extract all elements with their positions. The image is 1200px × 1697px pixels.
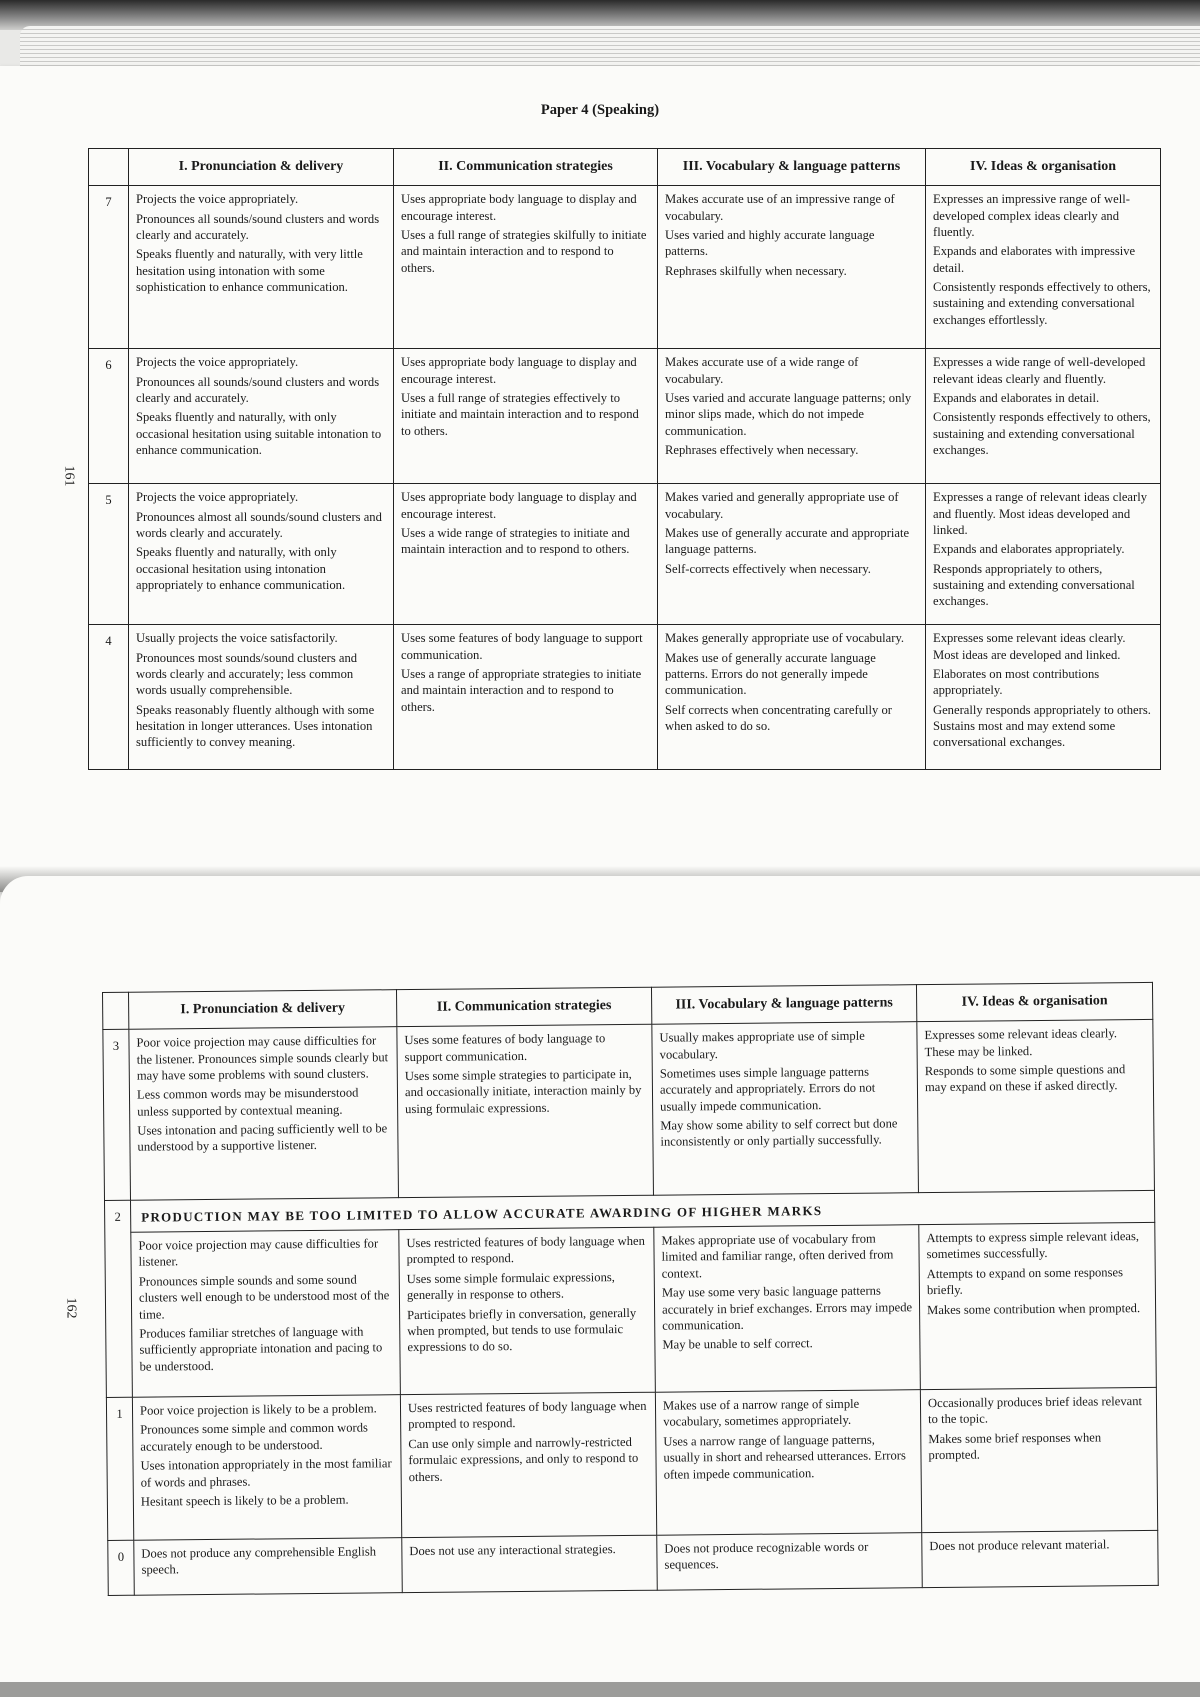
descriptor: Uses varied and accurate language patterns; only minor slips made, which do not impede communication. <box>665 390 912 438</box>
descriptor: Does not use any interactional strategies. <box>409 1542 616 1559</box>
pronunciation-cell <box>129 625 394 770</box>
descriptor: Uses a full range of strategies effectively to initiate and maintain interaction and to respond to others. <box>401 390 639 438</box>
vocabulary-cell <box>658 186 926 349</box>
descriptor: Expands and elaborates in detail. <box>933 390 1100 405</box>
descriptor: Attempts to expand on some responses briefly. <box>926 1265 1124 1298</box>
descriptor: Pronounces simple sounds and some sound clusters well enough to be understood most of the time. <box>138 1272 390 1322</box>
descriptor: Projects the voice appropriately. <box>136 490 299 505</box>
column-header: III. Vocabulary & language patterns <box>658 149 926 186</box>
page-number-upper: 161 <box>61 465 77 487</box>
descriptor: Speaks fluently and naturally, with only occasional hesitation using suitable intonation to enhance communication. <box>136 410 382 457</box>
descriptor: Makes some contribution when prompted. <box>927 1300 1141 1317</box>
descriptor: Makes appropriate use of vocabulary from limited and familiar range, often derived from context. <box>661 1231 894 1281</box>
communication-cell <box>400 1392 656 1537</box>
band-number: 5 <box>89 484 129 625</box>
vocabulary-cell <box>655 1390 921 1536</box>
descriptor: Expands and elaborates with impressive detail. <box>933 244 1136 275</box>
descriptor: Sometimes uses simple language patterns accurately and appropriately. Errors do not usually impede communication. <box>659 1064 876 1114</box>
pronunciation-cell <box>132 1395 401 1541</box>
pronunciation-cell <box>129 484 394 625</box>
band-number: 1 <box>106 1397 133 1540</box>
descriptor: Uses appropriate body language to display and encourage interest. <box>401 355 637 386</box>
band-number: 7 <box>89 186 129 349</box>
descriptor: Pronounces most sounds/sound clusters and words clearly and accurately; less common words usually comprehensible. <box>136 650 358 698</box>
descriptor: Pronounces some simple and common words accurately enough to be understood. <box>140 1420 368 1454</box>
descriptor: Responds to some simple questions and may expand on these if asked directly. <box>924 1062 1126 1095</box>
descriptor: Self-corrects effectively when necessary. <box>665 561 871 576</box>
descriptor: Pronounces almost all sounds/sound clusters and words clearly and accurately. <box>136 509 382 540</box>
descriptor: Speaks fluently and naturally, with only occasional hesitation using intonation appropriately to enhance communication. <box>136 545 346 592</box>
descriptor: Uses some simple formulaic expressions, generally in response to others. <box>406 1269 615 1303</box>
descriptor: Poor voice projection may cause difficulties for listener. <box>138 1236 379 1270</box>
descriptor: May use some very basic language patterns accurately in brief exchanges. Errors may impede communication. <box>661 1283 913 1333</box>
descriptor: Does not produce recognizable words or sequences. <box>664 1539 869 1573</box>
descriptor: Rephrases effectively when necessary. <box>665 442 859 457</box>
descriptor: Makes use of generally accurate language patterns. Errors do not generally impede communication. <box>665 650 876 698</box>
band-row <box>89 186 1161 349</box>
pronunciation-cell <box>129 1027 399 1201</box>
communication-cell <box>402 1535 658 1592</box>
descriptor: Uses some features of body language to support communication. <box>401 631 643 662</box>
descriptor: Participates briefly in conversation, generally when prompted, but tends to use formulaic expressions to do so. <box>407 1305 637 1355</box>
descriptor: Uses a range of appropriate strategies to initiate and maintain interaction and to respond to others. <box>401 666 642 714</box>
descriptor: Uses some features of body language to support communication. <box>404 1031 606 1064</box>
descriptor: Does not produce any comprehensible English speech. <box>141 1544 377 1578</box>
descriptor: Expresses a range of relevant ideas clearly and fluently. Most ideas developed and linked. <box>933 490 1147 537</box>
descriptor: Makes accurate use of an impressive range of vocabulary. <box>665 192 895 223</box>
pronunciation-cell <box>129 186 394 349</box>
ideas-cell <box>926 625 1161 770</box>
band-number: 0 <box>108 1540 135 1595</box>
ideas-cell <box>926 186 1161 349</box>
ideas-cell <box>922 1530 1159 1587</box>
descriptor: Produces familiar stretches of language with sufficiently appropriate intonation and pacing to be understood. <box>139 1324 383 1374</box>
descriptor: Self corrects when concentrating carefully or when asked to do so. <box>665 702 892 733</box>
descriptor: Makes accurate use of a wide range of vocabulary. <box>665 355 859 386</box>
descriptor: Makes varied and generally appropriate use of vocabulary. <box>665 490 899 521</box>
descriptor: May be unable to self correct. <box>662 1336 813 1352</box>
descriptor: Makes use of generally accurate and appropriate language patterns. <box>665 525 910 557</box>
descriptor: Uses varied and highly accurate language patterns. <box>665 227 875 259</box>
vocabulary-cell <box>652 1022 919 1196</box>
descriptor: Consistently responds effectively to others, sustaining and extending conversational exchanges. <box>933 410 1151 457</box>
descriptor: Hesitant speech is likely to be a problem. <box>140 1492 349 1509</box>
descriptor: Makes generally appropriate use of vocabulary. <box>665 631 905 646</box>
descriptor: Responds appropriately to others, sustaining and extending conversational exchanges. <box>933 561 1135 609</box>
band-row <box>106 1387 1157 1540</box>
descriptor: Poor voice projection is likely to be a problem. <box>139 1401 377 1418</box>
scanner-bottom-edge <box>0 1682 1200 1697</box>
band-number: 6 <box>89 349 129 484</box>
paper-title: Paper 4 (Speaking) <box>540 102 660 118</box>
rubric-table-upper <box>88 148 1161 770</box>
descriptor: Uses a full range of strategies skilfully to initiate and maintain interaction and to respond to others. <box>401 227 647 275</box>
vocabulary-cell <box>658 484 926 625</box>
vocabulary-cell <box>658 625 926 770</box>
ideas-cell <box>919 1222 1157 1389</box>
band-row <box>89 484 1161 625</box>
descriptor: Speaks fluently and naturally, with very little hesitation using intonation with some sophistication to enhance communication. <box>136 247 363 294</box>
descriptor: Occasionally produces brief ideas relevant to the topic. <box>927 1394 1143 1427</box>
band-row <box>89 349 1161 484</box>
descriptor: Pronounces all sounds/sound clusters and words clearly and accurately. <box>136 211 380 242</box>
band-number: 2 <box>105 1200 133 1397</box>
descriptor: Expresses some relevant ideas clearly. These may be linked. <box>924 1026 1118 1059</box>
page-number-lower: 162 <box>63 1297 79 1319</box>
communication-cell <box>394 186 658 349</box>
limited-production-notice: PRODUCTION MAY BE TOO LIMITED TO ALLOW ACCURATE AWARDING OF HIGHER MARKS <box>131 1191 1155 1233</box>
column-header: II. Communication strategies <box>396 987 651 1027</box>
descriptor: May show some ability to self correct but done inconsistently or only partially successfully. <box>660 1116 898 1149</box>
descriptor: Uses a wide range of strategies to initiate and maintain interaction and to respond to others. <box>401 525 630 557</box>
rubric-table-lower <box>102 982 1159 1596</box>
descriptor: Uses intonation and pacing sufficiently well to be understood by a supportive listener. <box>137 1121 388 1155</box>
descriptor: Makes some brief responses when prompted. <box>928 1430 1102 1463</box>
vocabulary-cell <box>657 1533 923 1591</box>
column-header: III. Vocabulary & language patterns <box>651 985 916 1025</box>
column-header: I. Pronunciation & delivery <box>129 990 397 1030</box>
header-row <box>89 149 1161 186</box>
descriptor: Poor voice projection may cause difficulties for the listener. Pronounces simple sounds clearly but may have some problems with sound clusters. <box>136 1033 389 1083</box>
descriptor: Pronounces all sounds/sound clusters and words clearly and accurately. <box>136 374 380 405</box>
communication-cell <box>394 349 658 484</box>
descriptor: Expresses a wide range of well-developed relevant ideas clearly and fluently. <box>933 355 1146 386</box>
column-header: IV. Ideas & organisation <box>916 982 1152 1021</box>
ideas-cell <box>920 1387 1157 1532</box>
band-row <box>103 1020 1155 1201</box>
descriptor: Attempts to express simple relevant ideas, sometimes successfully. <box>926 1229 1140 1262</box>
band-row <box>89 625 1161 770</box>
pronunciation-cell <box>131 1230 401 1398</box>
descriptor: Generally responds appropriately to others. Sustains most and may extend some conversational exchanges. <box>933 702 1151 750</box>
descriptor: Uses restricted features of body language when prompted to respond. <box>406 1233 645 1267</box>
band-number: 3 <box>103 1029 131 1200</box>
descriptor: Uses intonation appropriately in the most familiar of words and phrases. <box>140 1456 392 1490</box>
descriptor: Consistently responds effectively to others, sustaining and extending conversational exchanges effortlessly. <box>933 279 1151 327</box>
descriptor: Elaborates on most contributions appropriately. <box>933 666 1100 698</box>
column-header: I. Pronunciation & delivery <box>129 149 394 186</box>
descriptor: Projects the voice appropriately. <box>136 192 299 207</box>
descriptor: Less common words may be misunderstood unless supported by contextual meaning. <box>136 1085 359 1119</box>
descriptor: Expresses an impressive range of well-developed complex ideas clearly and fluently. <box>933 192 1130 239</box>
descriptor: Projects the voice appropriately. <box>136 355 299 370</box>
descriptor: Usually makes appropriate use of simple vocabulary. <box>659 1028 865 1062</box>
ideas-cell <box>926 349 1161 484</box>
pronunciation-cell <box>134 1538 403 1596</box>
descriptor: Usually projects the voice satisfactorily. <box>136 631 338 646</box>
descriptor: Uses some simple strategies to participate in, and occasionally initiate, interaction mainly by using formulaic expressions. <box>404 1066 642 1116</box>
communication-cell <box>394 484 658 625</box>
descriptor: Rephrases skilfully when necessary. <box>665 263 847 278</box>
descriptor: Uses restricted features of body language when prompted to respond. <box>407 1398 647 1432</box>
descriptor: Can use only simple and narrowly-restricted formulaic expressions, and only to respond to others. <box>408 1434 639 1484</box>
vocabulary-cell <box>654 1225 921 1393</box>
descriptor: Makes use of a narrow range of simple vocabulary, sometimes appropriately. <box>662 1396 860 1430</box>
band-header <box>103 992 129 1029</box>
vocabulary-cell <box>658 349 926 484</box>
descriptor: Expresses some relevant ideas clearly. Most ideas are developed and linked. <box>933 631 1126 662</box>
ideas-cell <box>917 1020 1155 1193</box>
column-header: IV. Ideas & organisation <box>926 149 1161 186</box>
pronunciation-cell <box>129 349 394 484</box>
band-row <box>105 1222 1157 1397</box>
descriptor: Uses appropriate body language to display and encourage interest. <box>401 192 637 223</box>
descriptor: Speaks reasonably fluently although with some hesitation in longer utterances. Uses intonation sufficiently to convey meaning. <box>136 702 375 750</box>
ideas-cell <box>926 484 1161 625</box>
descriptor: Does not produce relevant material. <box>929 1537 1110 1554</box>
communication-cell <box>399 1227 656 1394</box>
descriptor: Expands and elaborates appropriately. <box>933 542 1125 557</box>
column-header: II. Communication strategies <box>394 149 658 186</box>
band-header <box>89 149 129 186</box>
descriptor: Uses appropriate body language to display and encourage interest. <box>401 490 637 521</box>
descriptor: Uses a narrow range of language patterns, usually in short and rehearsed utterances. Errors often impede communication. <box>663 1432 906 1482</box>
communication-cell <box>397 1024 654 1197</box>
band-number: 4 <box>89 625 129 770</box>
band-row <box>108 1530 1158 1595</box>
communication-cell <box>394 625 658 770</box>
